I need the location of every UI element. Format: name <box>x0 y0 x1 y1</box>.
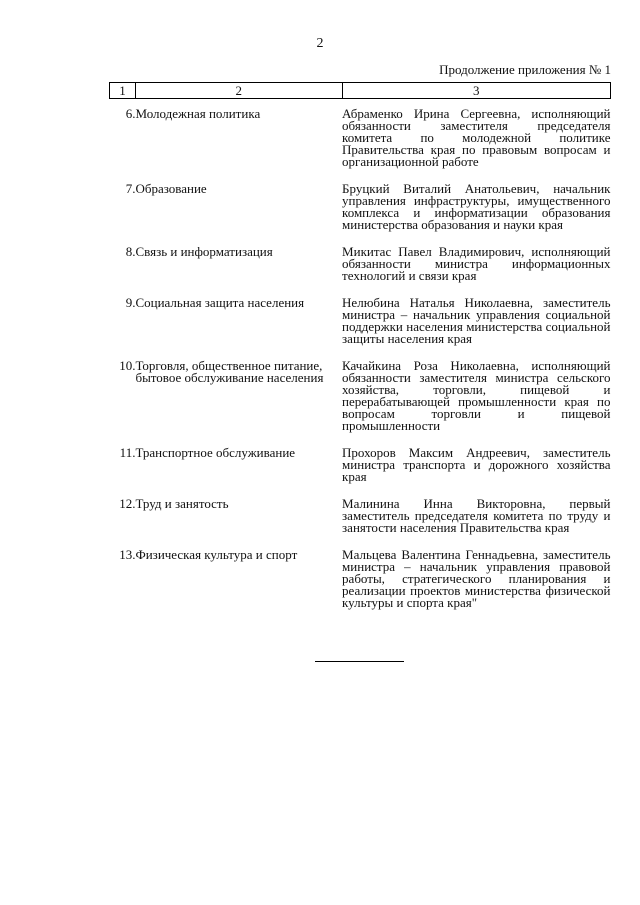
appendix-table <box>109 82 611 614</box>
row-area: Физическая культура и спорт <box>135 547 298 562</box>
row-number: 13. <box>119 547 136 562</box>
row-number: 8. <box>125 244 136 259</box>
table-row <box>110 350 611 437</box>
closing-divider-line <box>315 661 404 662</box>
row-area: Труд и занятость <box>135 496 229 511</box>
row-person: Нелюбина Наталья Николаевна, заместитель министра – начальник управления социальной поддержки населения министерства социальной защиты населения края <box>342 295 611 346</box>
row-area: Молодежная политика <box>135 106 261 121</box>
table-row <box>110 437 611 488</box>
appendix-continuation-label: Продолжение приложения № 1 <box>439 62 611 77</box>
row-area: Социальная защита населения <box>135 295 305 310</box>
table-row <box>110 99 611 174</box>
row-area: Транспортное обслуживание <box>135 445 296 460</box>
row-person: Абраменко Ирина Сергеевна, исполняющий обязанности заместителя председателя комитета по молодежной политике Правительства края по правовым вопросам и организационной работе <box>342 106 611 169</box>
row-number: 6. <box>125 106 136 121</box>
row-area: Связь и информатизация <box>135 244 273 259</box>
table-row <box>110 488 611 539</box>
table-row <box>110 539 611 614</box>
row-person: Бруцкий Виталий Анатольевич, начальник управления инфраструктуры, имущественного комплекса и информатизации образования министерства образования и науки края <box>342 181 611 232</box>
row-person: Микитас Павел Владимирович, исполняющий обязанности министра информационных технологий и связи края <box>342 244 611 283</box>
column-header-person: 3 <box>342 83 610 99</box>
row-person: Качайкина Роза Николаевна, исполняющий обязанности заместителя министра сельского хозяйства, торговли, пищевой и перерабатывающей промышленности края по вопросам торговли и пищевой промышленности <box>342 358 611 433</box>
row-number: 11. <box>119 445 136 460</box>
row-number: 9. <box>125 295 136 310</box>
row-area: Торговля, общественное питание, бытовое обслуживание населения <box>135 358 324 385</box>
row-number: 12. <box>119 496 136 511</box>
row-person: Прохоров Максим Андреевич, заместитель министра транспорта и дорожного хозяйства края <box>342 445 611 484</box>
row-person: Малинина Инна Викторовна, первый заместитель председателя комитета по труду и занятости населения Правительства края <box>342 496 611 535</box>
column-header-number: 1 <box>110 83 136 99</box>
table-row <box>110 236 611 287</box>
row-number: 10. <box>119 358 136 373</box>
table-row <box>110 287 611 350</box>
table-header-row <box>110 83 611 99</box>
row-person: Мальцева Валентина Геннадьевна, заместитель министра – начальник управления правовой работы, стратегического планирования и реализации проектов министерства физической культуры и спорта края" <box>342 547 611 610</box>
row-number: 7. <box>125 181 136 196</box>
row-area: Образование <box>135 181 207 196</box>
column-header-area: 2 <box>135 83 342 99</box>
table-row <box>110 173 611 236</box>
page-number: 2 <box>316 36 324 51</box>
